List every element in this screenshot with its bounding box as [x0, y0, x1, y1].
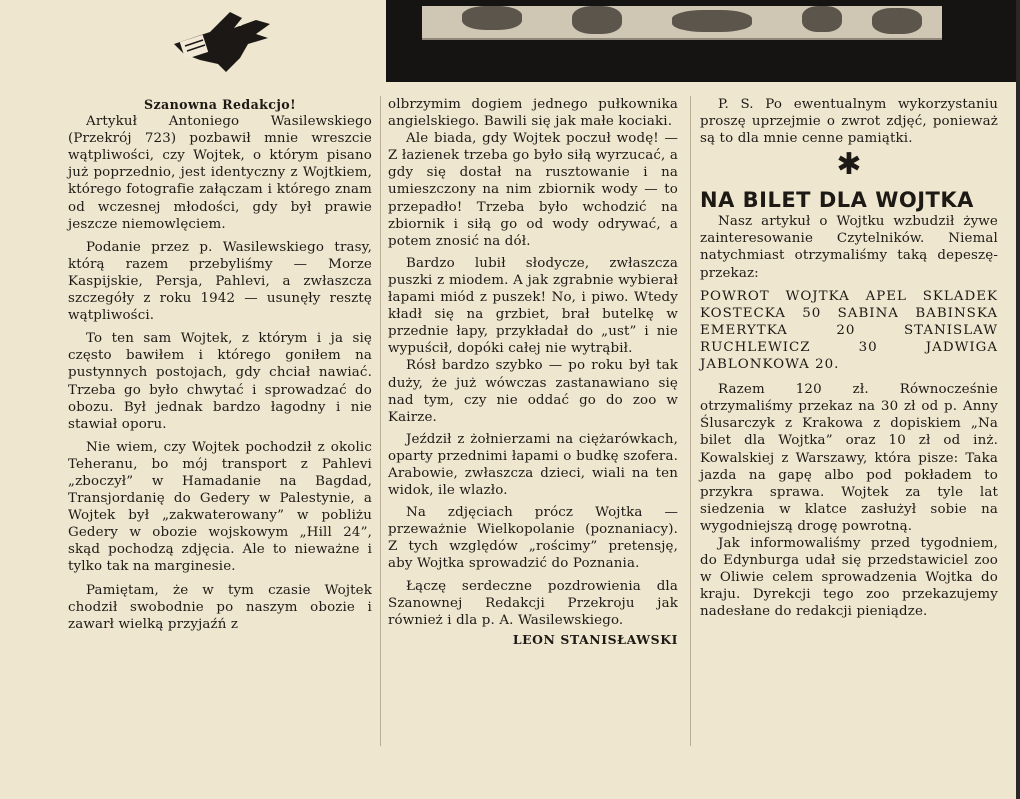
- section-paragraph: Razem 120 zł. Równocześnie otrzymaliśmy przekaz na 30 zł od p. Anny Ślusarczyk z Krakowa z dopiskiem „Na bilet dla Wojtka” oraz 10 zł od inż. Kowalskiej z Warszawy, która pisze: Taka jazda na gapę albo pod pokładem to przykra sprawa. Wojtek za tyle lat siedzenia w klatce zasłużył sobie na wygodniejszą drogę powrotną.: [700, 382, 998, 534]
- letter-paragraph: Podanie przez p. Wasilewskiego trasy, którą razem przebyliśmy — Morze Kaspijskie, Persja, Pahlevi, a zwłaszcza szczegóły z roku 1942 — usunęły resztę wątpliwości.: [68, 239, 372, 324]
- column-rule: [380, 96, 381, 746]
- column-1: [68, 96, 372, 633]
- section-intro: Nasz artykuł o Wojtku wzbudził żywe zainteresowanie Czytelników. Niemal natychmiast otrzymaliśmy taką depeszę-przekaz:: [700, 214, 998, 281]
- letter-paragraph: Łączę serdeczne pozdrowienia dla Szanownej Redakcji Przekroju jak również i dla p. A. Wasilewskiego.: [388, 578, 678, 628]
- section-divider-asterisk: ✱: [836, 147, 862, 183]
- column-3: [700, 96, 998, 620]
- top-photograph: [386, 0, 1020, 82]
- letter-paragraph: Nie wiem, czy Wojtek pochodził z okolic Teheranu, bo mój transport z Pahlevi „zboczył” w Hamadanie na Bagdad, Transjordanię do Gedery w Palestynie, a Wojtek był „zakwaterowany” w pobliżu Gedery w obozie wojskowym „Hill 24”, skąd pochodzą zdjęcia. Ale to nieważne i tylko tak na marginesie.: [68, 439, 372, 575]
- column-rule: [690, 96, 691, 746]
- letter-paragraph: Pamiętam, że w tym czasie Wojtek chodził swobodnie po naszym obozie i zawarł wielką przyjaźń z: [68, 582, 372, 632]
- letter-paragraph: Jeździł z żołnierzami na ciężarówkach, oparty przednimi łapami o budkę szofera. Arabowie, zwłaszcza dzieci, wiali na ten widok, ile wlazło.: [388, 431, 678, 499]
- letter-signature: LEON STANISŁAWSKI: [512, 631, 678, 647]
- page-edge: [1016, 0, 1020, 799]
- section-title: NA BILET DLA WOJTKA: [700, 188, 974, 213]
- letter-paragraph: Rósł bardzo szybko — po roku był tak duży, że już wówczas zastanawiano się nad tym, czy nie oddać go do zoo w Kairze.: [388, 358, 678, 425]
- telegram-text: POWROT WOJTKA APEL SKLADEK KOSTECKA 50 SABINA BABINSKA EMERYTKA 20 STANISLAW RUCHLEWICZ 30 JADWIGA JABLONKOWA 20.: [700, 288, 998, 373]
- photograph-content: [422, 6, 942, 40]
- letter-paragraph: To ten sam Wojtek, z którym i ja się często bawiłem i którego goniłem na pustynnych postojach, gdy chciał nawiać. Trzeba go było chwytać i sprowadzać do obozu. Był jednak bardzo łagodny i nie stawiał oporu.: [68, 331, 372, 432]
- letter-paragraph: Artykuł Antoniego Wasilewskiego (Przekrój 723) pozbawił mnie wreszcie wątpliwości, czy Wojtek, o którym pisano już poprzednio, jest identyczny z Wojtkiem, którego fotografie załączam i którego znam od wczesnej młodości, gdy był prawie jeszcze niemowlęciem.: [68, 114, 372, 232]
- letter-paragraph: Bardzo lubił słodycze, zwłaszcza puszki z miodem. A jak zgrabnie wybierał łapami miód z puszek! No, i piwo. Wtedy kładł się na grzbiet, brał butelkę w przednie łapy, przykładał do „ust” i nie wypuścił, dopóki całej nie wytrąbił.: [388, 255, 678, 357]
- letter-paragraph: Na zdjęciach prócz Wojtka — przeważnie Wielkopolanie (poznaniacy). Z tych względów „rościmy” pretensję, aby Wojtka sprowadzić do Poznania.: [388, 505, 678, 572]
- section-paragraph: Jak informowaliśmy przed tygodniem, do Edynburga udał się przedstawiciel zoo w Oliwie celem sprowadzenia Wojtka do kraju. Dyrekcji tego zoo przekazujemy nadesłane do redakcji pieniądze.: [700, 535, 998, 620]
- letter-greeting: Szanowna Redakcjo!: [143, 97, 297, 112]
- letter-paragraph: olbrzymim dogiem jednego pułkownika angielskiego. Bawili się jak małe kociaki.: [388, 97, 678, 130]
- column-2: [388, 96, 678, 648]
- letter-paragraph: Ale biada, gdy Wojtek poczuł wodę! — Z łazienek trzeba go było siłą wyrzucać, a gdy się dostał na rusztowanie i na umieszczony na nim zbiornik wody — to przepadło! Trzeba było wchodzić na zbiornik i siłą go od wody odrywać, a potem znosić na dół.: [388, 131, 678, 249]
- letter-bird-icon: [170, 8, 274, 78]
- postscript: P. S. Po ewentualnym wykorzystaniu proszę uprzejmie o zwrot zdjęć, ponieważ są to dla mnie cenne pamiątki.: [700, 97, 998, 147]
